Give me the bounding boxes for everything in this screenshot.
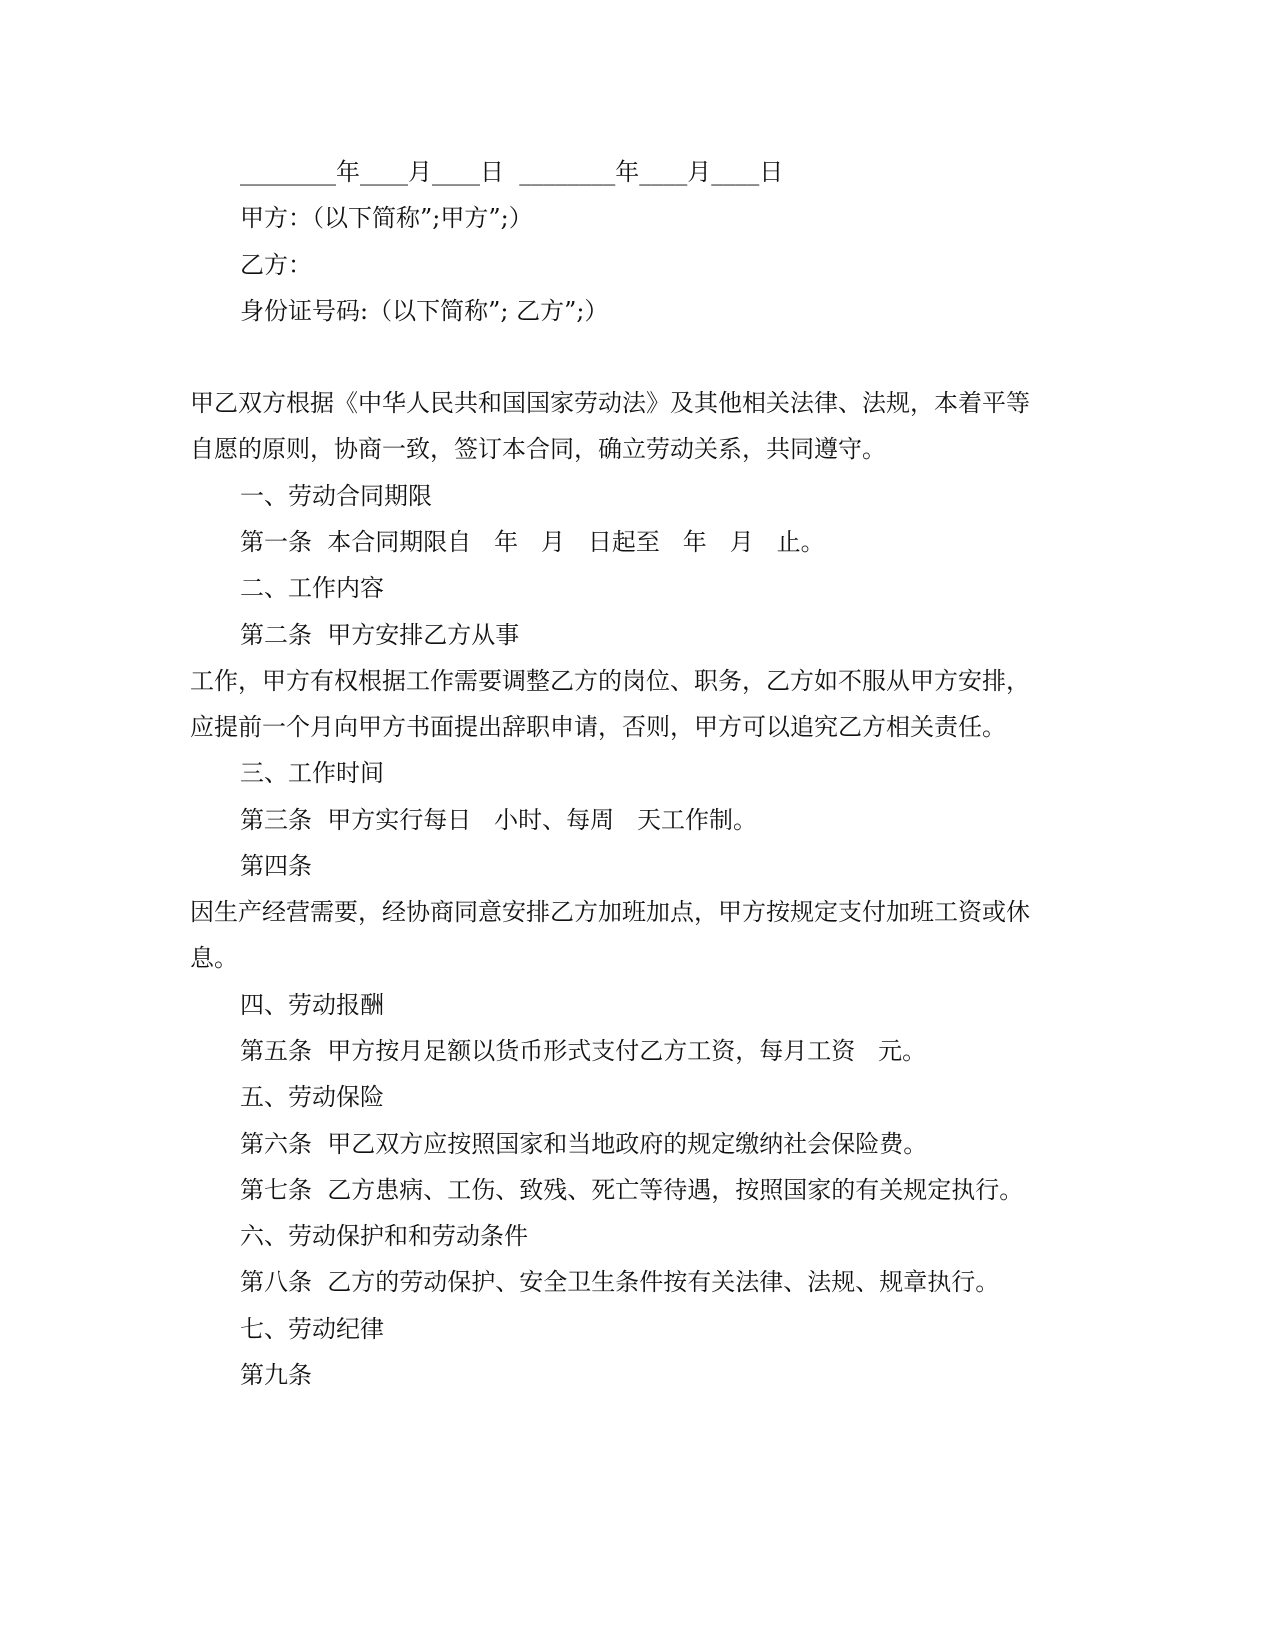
article-4-continuation-2: 息。 (190, 944, 238, 972)
article-8: 第八条 乙方的劳动保护、安全卫生条件按有关法律、法规、规章执行。 (240, 1268, 1000, 1296)
article-9: 第九条 (240, 1361, 312, 1389)
section-heading-insurance: 五、劳动保险 (240, 1083, 384, 1111)
article-2-continuation-2: 应提前一个月向甲方书面提出辞职申请，否则，甲方可以追究乙方相关责任。 (190, 713, 1006, 741)
article-4: 第四条 (240, 852, 312, 880)
party-a-line: 甲方：（以下简称”;甲方”;） (240, 204, 533, 232)
section-heading-work-time: 三、工作时间 (240, 759, 384, 787)
article-5: 第五条 甲方按月足额以货币形式支付乙方工资，每月工资 元。 (240, 1037, 927, 1065)
section-heading-remuneration: 四、劳动报酬 (240, 991, 384, 1019)
article-7: 第七条 乙方患病、工伤、致残、死亡等待遇，按照国家的有关规定执行。 (240, 1176, 1024, 1204)
article-3: 第三条 甲方实行每日 小时、每周 天工作制。 (240, 806, 758, 834)
article-6: 第六条 甲乙双方应按照国家和当地政府的规定缴纳社会保险费。 (240, 1130, 928, 1158)
article-2: 第二条 甲方安排乙方从事 (240, 621, 520, 649)
id-number-line: 身份证号码:（以下简称”; 乙方”;） (240, 297, 609, 325)
section-heading-work-content: 二、工作内容 (240, 574, 384, 602)
intro-paragraph-line-2: 自愿的原则，协商一致，签订本合同，确立劳动关系，共同遵守。 (190, 435, 886, 463)
section-heading-term: 一、劳动合同期限 (240, 482, 432, 510)
party-b-line: 乙方： (240, 251, 312, 279)
intro-paragraph-line-1: 甲乙双方根据《中华人民共和国国家劳动法》及其他相关法律、法规，本着平等 (190, 389, 1030, 417)
date-line: ________年____月____日 ________年____月____日 (240, 158, 784, 186)
article-2-continuation-1: 工作，甲方有权根据工作需要调整乙方的岗位、职务，乙方如不服从甲方安排， (190, 667, 1030, 695)
article-4-continuation-1: 因生产经营需要，经协商同意安排乙方加班加点，甲方按规定支付加班工资或休 (190, 898, 1030, 926)
section-heading-discipline: 七、劳动纪律 (240, 1315, 384, 1343)
article-1: 第一条 本合同期限自 年 月 日起至 年 月 止。 (240, 528, 825, 556)
section-heading-protection: 六、劳动保护和和劳动条件 (240, 1222, 528, 1250)
